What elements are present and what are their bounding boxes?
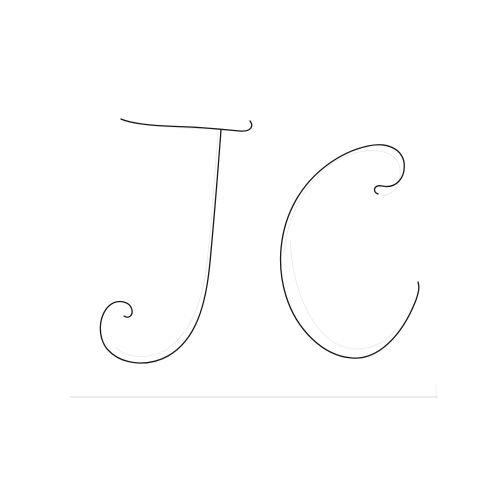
letter-j-stem <box>100 130 221 363</box>
letter-c <box>281 145 419 358</box>
letter-c-stroke <box>281 145 419 358</box>
letter-j <box>100 119 251 363</box>
letter-c-shadow <box>284 151 400 253</box>
letter-j-stem-inner <box>116 132 218 357</box>
letter-j-top-bar <box>121 119 252 131</box>
letter-j-shadow <box>122 120 251 131</box>
